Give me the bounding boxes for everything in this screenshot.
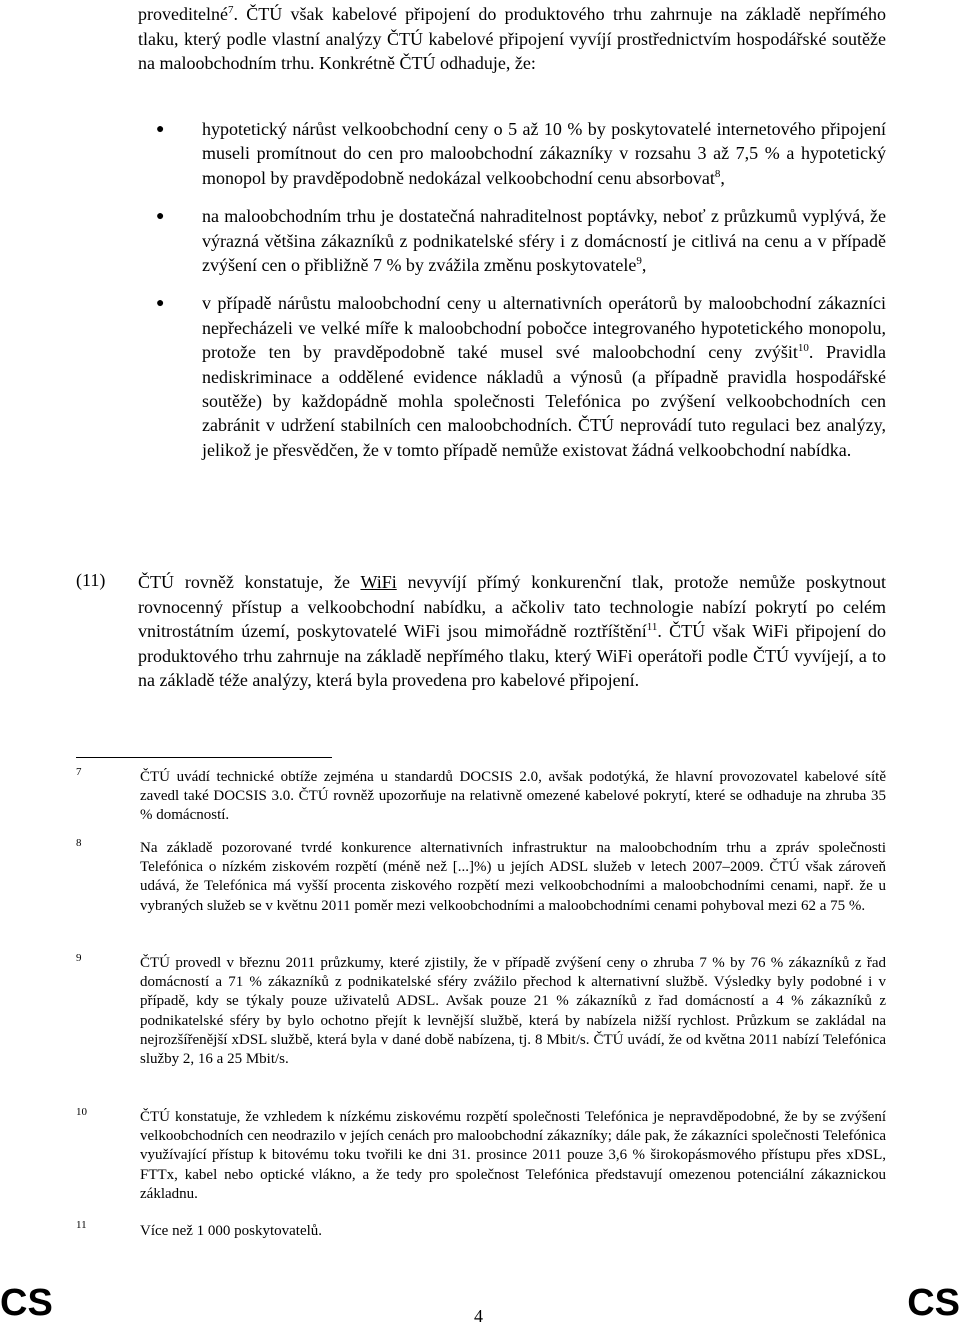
bullet-item-2: ● na maloobchodním trhu je dostatečná nahraditelnost poptávky, neboť z průzkumů vyplývá, že výrazná většina zákazníků z podnikatelské sféry i z domácností je citlivá na cenu a v případě zvýšení cen o přibližně 7 % by zvážila změnu poskytovatele$^9$,: [156, 206, 886, 276]
footnote-9: ČTÚ provedl v březnu 2011 průzkumy, které zjistily, že v případě zvýšení ceny o zhruba 7 % by 76 % zákazníků z řad domácností a 71 % zákazníků z podnikatelské sféry zvážilo přechod k alternativní službě. Výsledky byly podobné i v případě, kdy se týkaly pouze uživatelů ADSL. Avšak pouze 21 % zákazníků z řad domácností a 4 % zákazníků z podnikatelské sféry by bylo ochotno přejít k levnější službě, která by nabízela nižší rychlost. Průzkum se zakládal na nejrozšířenější xDSL službě, která byla v dané době nabízena, tj. 8 Mbit/s. ČTÚ uvádí, že od května 2011 nabízí Telefónica služby 2, 16 a 25 Mbit/s.: [140, 955, 886, 1068]
intro-paragraph: [138, 2, 886, 76]
footnote-11: Více než 1 000 poskytovatelů.: [140, 1223, 323, 1239]
footnote-number-11: 11: [76, 1219, 87, 1231]
bullet-dot-icon: ●: [156, 209, 165, 225]
footnote-number-7: 7: [76, 766, 82, 778]
bullet-item-3: ● v případě nárůstu maloobchodní ceny u alternativních operátorů by maloobchodní zákazníci nepřecházeli ve velké míře k maloobchodní pobočce integrovaného hypotetického monopolu, protože ten by pravděpodobně také musel své maloobchodní ceny zvýšit$^{10}$. Pravidla nediskriminace a oddělené evidence nákladů a výnosů (a případně pravidla hospodářské soutěže) by každopádně mohla společnosti Telefónica po zvýšení velkoobchodních cen zabránit v udržení stabilních cen maloobchodních. ČTÚ neprovádí tuto regulaci bez analýzy, jelikož je přesvědčen, že v tomto případě nemůže existovat žádná velkoobchodní nabídka.: [156, 293, 886, 460]
bullet-dot-icon: ●: [156, 296, 165, 312]
footnote-7: ČTÚ uvádí technické obtíže zejména u standardů DOCSIS 2.0, avšak podotýká, že hlavní provozovatel kabelové sítě zavedl také DOCSIS 3.0. ČTÚ rovněž upozorňuje na relativně omezené kabelové pokrytí, které se odhaduje na zhruba 35 % domácností.: [140, 769, 886, 824]
footer-language-left: CS: [0, 1282, 53, 1324]
intro-text-start: proveditelné: [138, 4, 228, 24]
footnote-ref-9[interactable]: 9: [636, 255, 642, 268]
page-number: 4: [474, 1306, 483, 1326]
bullet-list: [156, 117, 886, 476]
footnote-ref-7[interactable]: 7: [227, 4, 234, 16]
footnote-ref-8[interactable]: 8: [714, 167, 721, 180]
footnote-8: Na základě pozorované tvrdé konkurence alternativních infrastruktur na maloobchodním trhu a zpráv společnosti Telefónica o nízkém ziskovém rozpětí (méně než [...]%) u jejích ADSL služeb v letech 2007–2009. ČTÚ však zároveň udává, že Telefónica má vyšší procenta ziskového rozpětí mezi velkoobchodními a maloobchodními cenami, např. že u vybraných služeb se v květnu 2011 poměr mezi velkoobchodními a maloobchodními cenami pohyboval mezi 62 a 75 %.: [140, 840, 886, 914]
footer-language-right: CS: [907, 1282, 960, 1324]
paragraph-number: (11): [76, 570, 106, 590]
wifi-link[interactable]: WiFi: [360, 572, 397, 592]
footnote-number-10: 10: [76, 1106, 87, 1118]
intro-text-rest: . ČTÚ však kabelové připojení do produktového trhu zahrnuje na základě nepřímého tlaku, který podle vlastní analýzy ČTÚ kabelové připojení vyvíjí prostřednictvím hospodářské soutěže na maloobchodním trhu. Konkrétně ČTÚ odhaduje, že:: [138, 4, 886, 73]
footnote-ref-11[interactable]: 11: [646, 621, 658, 633]
paragraph-11: ČTÚ rovněž konstatuje, že WiFi nevyvíjí přímý konkurenční tlak, protože nemůže poskytnout rovnocenný přístup a velkoobchodní nabídku, a ačkoliv tato technologie nabízí pokrytí po celém vnitrostátním území, poskytovatelé WiFi jsou mimořádně roztříštění$^{11}$. ČTÚ však WiFi připojení do produktového trhu zahrnuje na základě nepřímého tlaku, který WiFi operátoři podle ČTÚ vyvíjejí, a to na základě téže analýzy, která byla provedena pro kabelové připojení.: [138, 572, 886, 690]
footnote-ref-10[interactable]: 10: [797, 342, 809, 355]
bullet-item-1: ● hypotetický nárůst velkoobchodní ceny o 5 až 10 % by poskytovatelé internetového připojení museli promítnout do cen pro maloobchodní zákazníky v rozsahu 3 až 7,5 % a hypotetický monopol by pravděpodobně nedokázal velkoobchodní cenu absorbovat$^8$,: [156, 119, 886, 188]
bullet-dot-icon: ●: [156, 122, 165, 137]
footnote-10: ČTÚ konstatuje, že vzhledem k nízkému ziskovému rozpětí společnosti Telefónica je nepravděpodobné, že by se zvýšení velkoobchodních cen neodrazilo v jejích cenách pro maloobchodní zákazníky; dále pak, že zákazníci společnosti Telefónica využívající přístup k bitovému toku tvořili ke dni 31. prosince 2011 pouze 3,6 % širokopásmového přístupu přes xDSL, FTTx, kabel nebo optické vlákno, a že tedy pro společnost Telefónica představují omezenou potenciální zákaznickou základnu.: [140, 1109, 886, 1202]
footnote-number-8: 8: [76, 837, 82, 849]
footnote-divider: [76, 757, 332, 758]
footnote-number-9: 9: [76, 952, 82, 964]
